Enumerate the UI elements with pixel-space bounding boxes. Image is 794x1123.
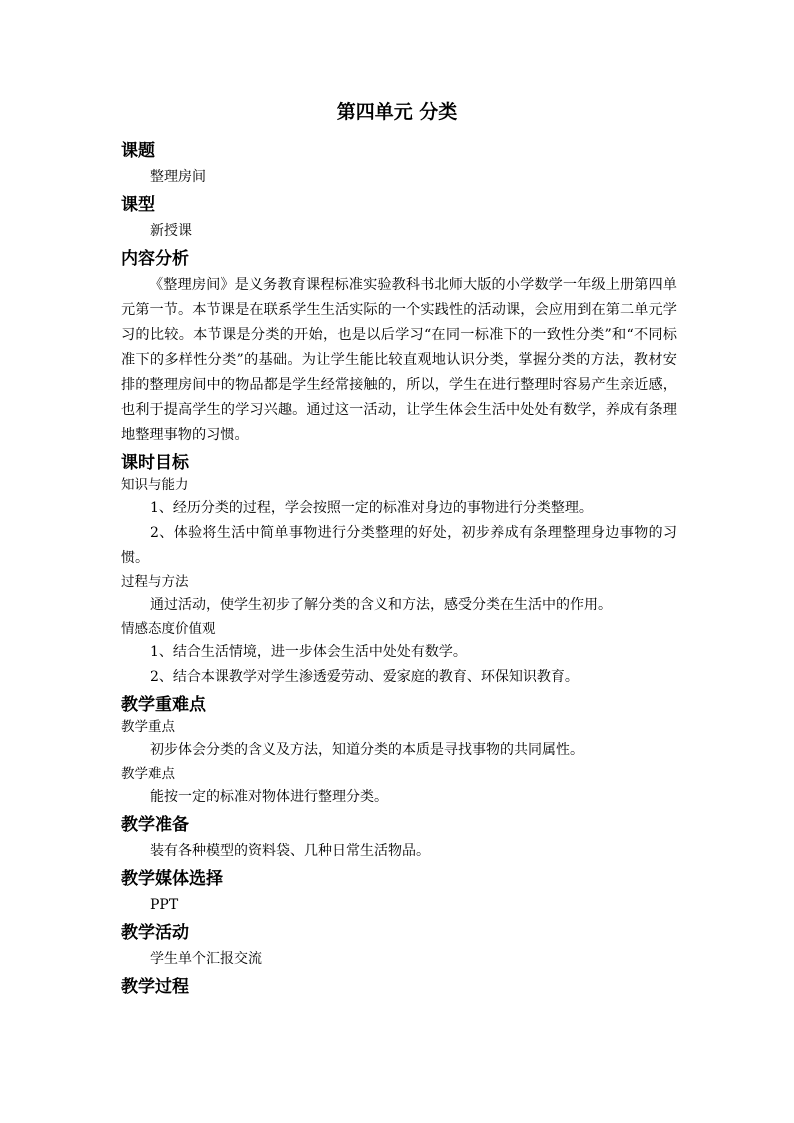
type-text: 新授课 [150, 223, 192, 239]
analysis-paragraph: 《整理房间》是义务教育课程标准实验教科书北师大版的小学数学一年级上册第四单元第一节。本节课是在联系学生生活实际的一个实践性的活动课，会应用到在第二单元学习的比较。本节课是分类的开始，也是以后学习“在同一标准下的一致性分类”和“不同标准下的多样性分类”的基础。为让学生能比较直观地认识分类，掌握分类的方法，教材安排的整理房间中的物品都是学生经常接触的，所以，学生在进行整理时容易产生亲近感，也利于提高学生的学习兴趣。通过这一活动，让学生体会生活中处处有数学，养成有条理地整理事物的习惯。 [121, 277, 677, 443]
page-title: 第四单元 分类 [336, 101, 458, 123]
knowledge-item-1: 1、经历分类的过程，学会按照一定的标准对身边的事物进行分类整理。 [150, 500, 593, 516]
subheading-difficulty: 教学难点 [121, 766, 175, 782]
subheading-emotion: 情感态度价值观 [121, 621, 216, 637]
emotion-item-2: 2、结合本课教学对学生渗透爱劳动、爱家庭的教育、环保知识教育。 [150, 669, 579, 685]
heading-type: 课型 [121, 195, 155, 215]
document-body [121, 140, 677, 998]
heading-procedure: 教学过程 [121, 977, 189, 997]
subheading-focus: 教学重点 [121, 719, 175, 735]
emotion-item-1: 1、结合生活情境，进一步体会生活中处处有数学。 [150, 644, 467, 660]
heading-activity: 教学活动 [121, 923, 189, 943]
subheading-process: 过程与方法 [121, 574, 189, 590]
activity-text: 学生单个汇报交流 [150, 951, 262, 967]
heading-analysis: 内容分析 [121, 249, 189, 269]
subheading-knowledge: 知识与能力 [121, 477, 189, 493]
heading-media: 教学媒体选择 [121, 869, 223, 889]
heading-keypoints: 教学重难点 [121, 695, 206, 715]
preparation-text: 装有各种模型的资料袋、几种日常生活物品。 [150, 843, 430, 859]
difficulty-text: 能按一定的标准对物体进行整理分类。 [150, 789, 388, 805]
topic-text: 整理房间 [150, 169, 206, 185]
heading-topic: 课题 [121, 141, 155, 161]
heading-objectives: 课时目标 [121, 453, 189, 473]
knowledge-item-2: 2、体验将生活中简单事物进行分类整理的好处，初步养成有条理整理身边事物的习惯。 [121, 525, 677, 566]
focus-text: 初步体会分类的含义及方法，知道分类的本质是寻找事物的共同属性。 [150, 742, 584, 758]
process-item-1: 通过活动，使学生初步了解分类的含义和方法，感受分类在生活中的作用。 [150, 597, 612, 613]
heading-preparation: 教学准备 [121, 815, 189, 835]
media-text: PPT [150, 897, 179, 913]
